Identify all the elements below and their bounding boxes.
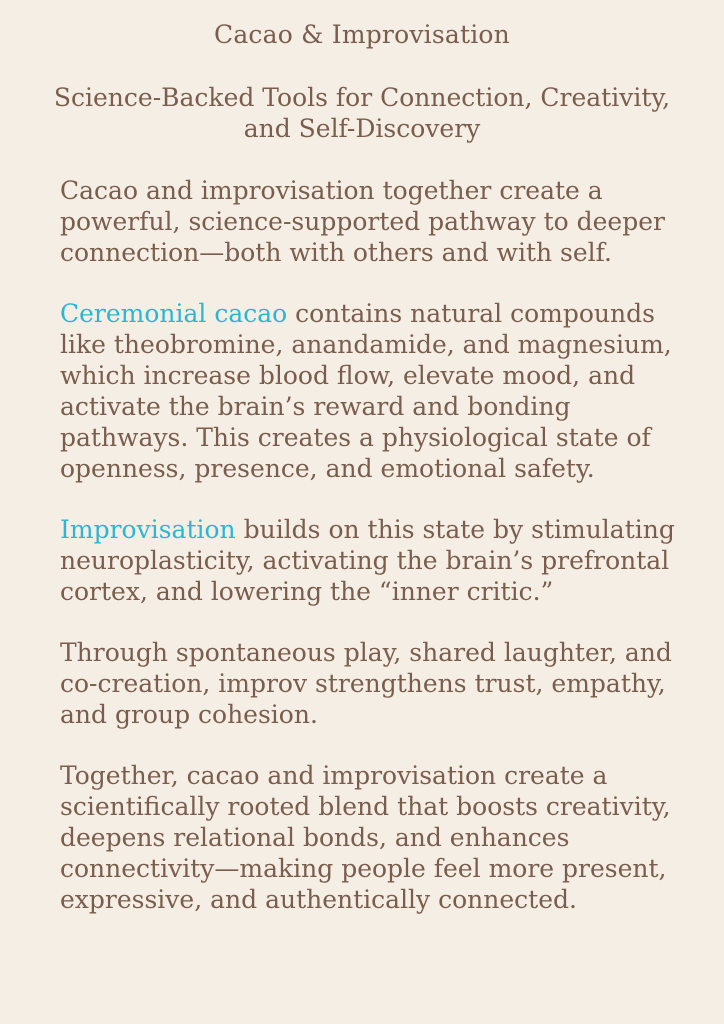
- cacao-paragraph: [60, 298, 676, 484]
- page-title: Cacao & Improvisation: [214, 20, 510, 49]
- improv-term: Improvisation: [60, 515, 236, 544]
- intro-paragraph: Cacao and improvisation together create a powerful, science-supported pathway to deeper connection—both with others and with self.: [60, 176, 665, 267]
- conclusion-paragraph: Together, cacao and improvisation create a scientifically rooted blend that boosts creativity, deepens relational bonds, and enhances connectivity—making people feel more present, expressive, and authentically connected.: [60, 761, 671, 914]
- improv-text: builds on this state by stimulating neuroplasticity, activating the brain’s prefrontal cortex, and lowering the “inner critic.”: [60, 515, 675, 606]
- cacao-term: Ceremonial cacao: [60, 299, 288, 328]
- play-paragraph: Through spontaneous play, shared laughter, and co-creation, improv strengthens trust, empathy, and group cohesion.: [60, 638, 672, 729]
- cacao-text: contains natural compounds like theobromine, anandamide, and magnesium, which increase blood flow, elevate mood, and activate the brain’s reward and bonding pathways. This creates a physiological state of openness, presence, and emotional safety.: [60, 299, 672, 483]
- improv-paragraph: [60, 514, 676, 607]
- page-subtitle: Science-Backed Tools for Connection, Creativity, and Self-Discovery: [53, 83, 671, 143]
